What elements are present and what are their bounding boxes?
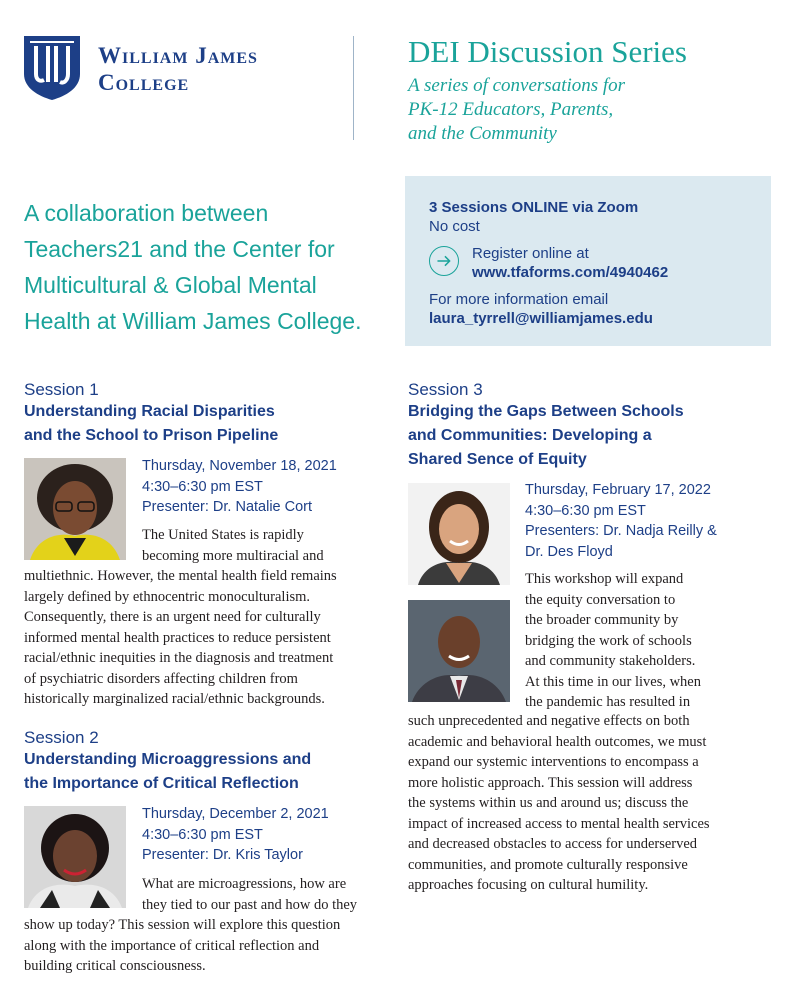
subtitle-line: PK-12 Educators, Parents, — [408, 99, 614, 120]
session-1-title — [24, 400, 374, 448]
session-3-description — [408, 711, 768, 896]
description-line: building critical consciousness. — [24, 958, 206, 974]
collaboration-statement — [24, 195, 394, 339]
collaboration-line: Teachers21 and the Center for — [24, 236, 335, 262]
register-link[interactable]: www.tfaforms.com/4940462 — [472, 264, 669, 281]
email-link[interactable]: laura_tyrrell@williamjames.edu — [429, 310, 653, 327]
title-line: and the School to Prison Pipeline — [24, 427, 279, 444]
description-line: At this time in our lives, when — [525, 673, 701, 690]
email-label: For more information email — [429, 291, 609, 308]
college-name-line: College — [98, 70, 190, 95]
collaboration-line: A collaboration between — [24, 200, 269, 226]
presenter-photo-des-floyd — [408, 600, 510, 702]
description-line: along with the importance of critical reflection and — [24, 937, 320, 954]
description-line: largely defined by ethnocentric monoculturalism. — [24, 588, 311, 605]
description-line: historically marginalized racial/ethnic backgrounds. — [24, 691, 325, 707]
arrow-right-circle-icon[interactable] — [429, 246, 459, 276]
description-line: Consequently, there is an urgent need for culturally — [24, 609, 321, 625]
session-time: 4:30–6:30 pm EST — [525, 502, 646, 519]
description-line: becoming more multiracial and — [142, 547, 324, 564]
session-time: 4:30–6:30 pm EST — [142, 826, 263, 843]
description-line: informed mental health practices to reduce persistent — [24, 629, 331, 646]
series-title: DEI Discussion Series — [408, 34, 687, 69]
description-line: approaches focusing on cultural humility. — [408, 877, 649, 893]
session-time: 4:30–6:30 pm EST — [142, 478, 263, 495]
session-presenter: Presenter: Dr. Kris Taylor — [142, 847, 303, 863]
title-line: Shared Sence of Equity — [408, 451, 587, 468]
session-2-description-wrap — [142, 874, 382, 915]
description-line: communities, and promote culturally responsive — [408, 856, 688, 873]
session-date: Thursday, November 18, 2021 — [142, 458, 337, 474]
description-line: show up today? This session will explore this question — [24, 917, 341, 933]
title-line: and Communities: Developing a — [408, 427, 652, 444]
presenter-photo-natalie-cort — [24, 458, 126, 560]
description-line: the broader community by — [525, 612, 679, 628]
description-line: they tied to our past and how do they — [142, 896, 358, 913]
collaboration-line: Health at William James College. — [24, 308, 362, 334]
description-line: academic and behavioral health outcomes, we must — [408, 733, 707, 750]
session-1-details — [142, 456, 337, 518]
description-line: impact of increased access to mental health services — [408, 815, 710, 832]
register-label: Register online at — [472, 245, 589, 262]
description-line: the equity conversation to — [525, 591, 676, 608]
session-presenter: Presenters: Dr. Nadja Reilly & — [525, 523, 717, 539]
title-line: Understanding Racial Disparities — [24, 403, 275, 420]
description-line: expand our systemic interventions to encompass a — [408, 754, 699, 770]
title-line: Bridging the Gaps Between Schools — [408, 403, 684, 420]
session-date: Thursday, February 17, 2022 — [525, 482, 711, 498]
session-2-description — [24, 915, 394, 977]
header-divider — [353, 36, 354, 140]
college-name-line: William James — [98, 43, 258, 68]
description-line: What are microagressions, how are — [142, 876, 347, 892]
session-presenter: Dr. Des Floyd — [525, 543, 613, 560]
session-3-details — [525, 480, 717, 562]
session-presenter: Presenter: Dr. Natalie Cort — [142, 499, 313, 515]
session-2-title — [24, 748, 384, 796]
college-name — [98, 42, 258, 96]
college-shield-logo-icon — [22, 34, 82, 102]
session-2-label: Session 2 — [24, 728, 99, 747]
session-date: Thursday, December 2, 2021 — [142, 806, 329, 822]
session-2-details — [142, 804, 329, 866]
description-line: multiethnic. However, the mental health field remains — [24, 568, 337, 584]
subtitle-line: and the Community — [408, 123, 557, 144]
cost-text: No cost — [429, 218, 480, 235]
description-line: and decreased obstacles to access for underserved — [408, 836, 698, 852]
description-line: The United States is rapidly — [142, 527, 304, 543]
title-line: the Importance of Critical Reflection — [24, 775, 299, 792]
presenter-photo-kris-taylor — [24, 806, 126, 908]
presenter-photo-nadja-reilly — [408, 483, 510, 585]
collaboration-line: Multicultural & Global Mental — [24, 272, 317, 298]
description-line: the systems within us and around us; discuss the — [408, 795, 689, 811]
sessions-headline: 3 Sessions ONLINE via Zoom — [429, 199, 639, 216]
session-1-label: Session 1 — [24, 380, 99, 399]
description-line: racial/ethnic inequities in the diagnosis and treatment — [24, 650, 334, 666]
description-line: more holistic approach. This session will address — [408, 774, 693, 791]
session-3-description-wrap — [525, 569, 765, 713]
description-line: of psychiatric disorders affecting children from — [24, 670, 298, 687]
description-line: bridging the work of schools — [525, 632, 692, 649]
description-line: the pandemic has resulted in — [525, 694, 691, 710]
session-3-label: Session 3 — [408, 380, 483, 399]
session-1-description-wrap — [142, 525, 382, 566]
series-subtitle — [408, 74, 768, 146]
session-3-title — [408, 400, 768, 472]
description-line: such unprecedented and negative effects on both — [408, 713, 690, 729]
session-1-description — [24, 566, 394, 710]
subtitle-line: A series of conversations for — [408, 75, 626, 96]
description-line: This workshop will expand — [525, 571, 684, 587]
description-line: and community stakeholders. — [525, 653, 696, 669]
registration-info-box — [405, 176, 771, 346]
title-line: Understanding Microaggressions and — [24, 751, 312, 768]
